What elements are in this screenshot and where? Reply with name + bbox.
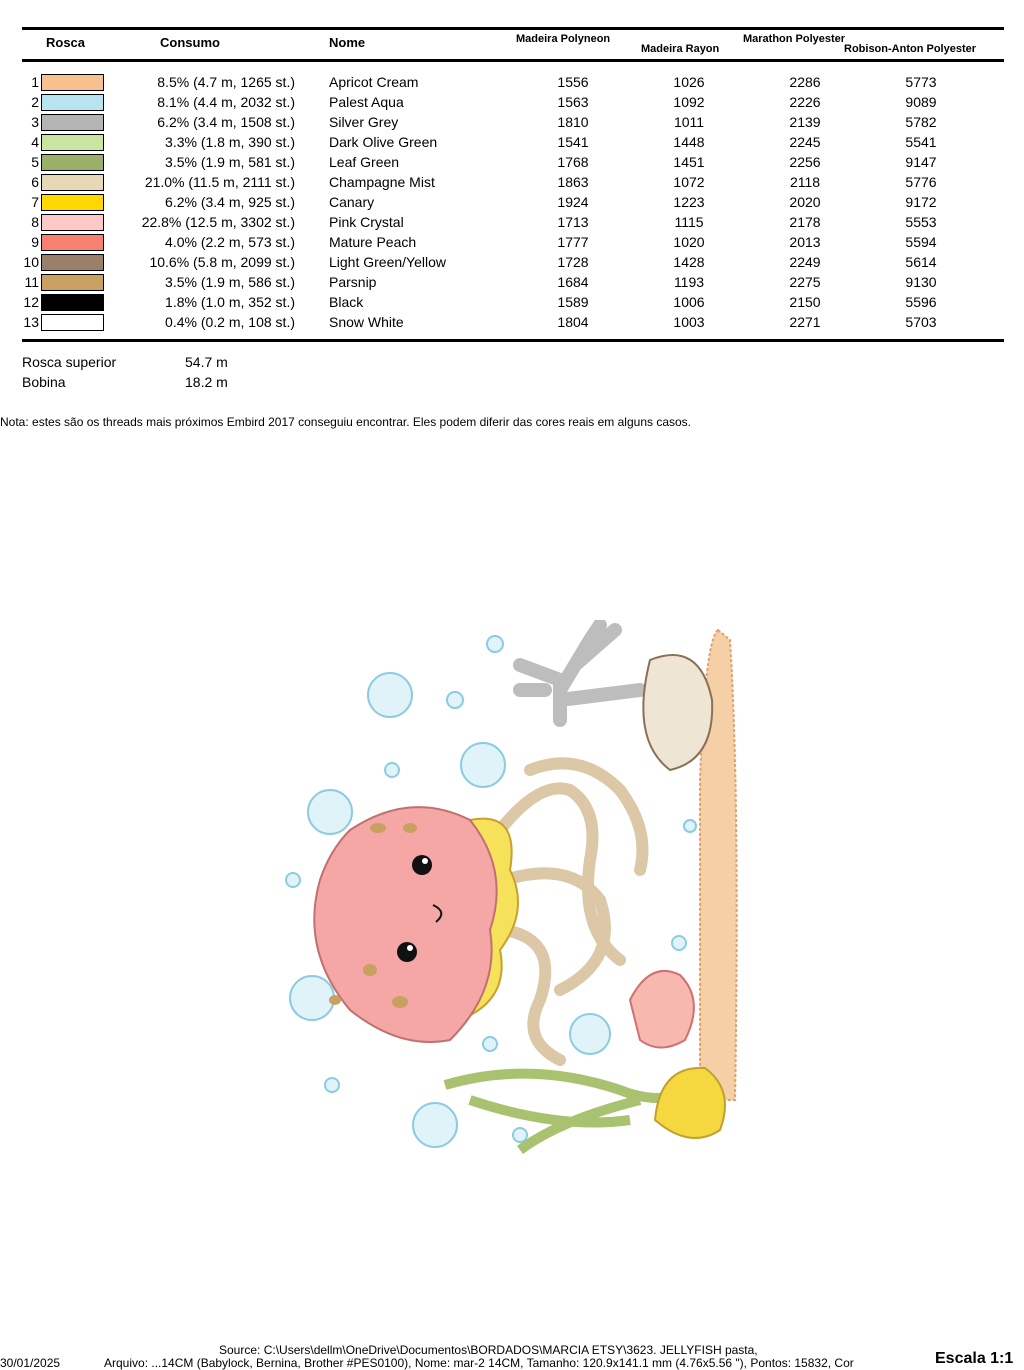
row-marathon: 2256	[789, 154, 821, 170]
row-madeira-polyneon: 1777	[557, 234, 589, 250]
color-swatch	[41, 274, 104, 291]
row-nome: Dark Olive Green	[329, 134, 438, 150]
row-number: 4	[31, 134, 39, 150]
header-rosca: Rosca	[46, 35, 86, 50]
color-swatch	[41, 214, 104, 231]
row-nome: Snow White	[329, 314, 404, 330]
row-robison: 9172	[905, 194, 937, 210]
color-swatch	[41, 254, 104, 271]
row-nome: Parsnip	[329, 274, 377, 290]
header-robison: Robison-Anton Polyester	[844, 43, 977, 55]
row-number: 10	[23, 254, 39, 270]
row-madeira-polyneon: 1804	[557, 314, 589, 330]
row-marathon: 2118	[789, 174, 821, 190]
row-nome: Light Green/Yellow	[329, 254, 447, 270]
row-madeira-rayon: 1011	[673, 114, 705, 130]
header-madeira-rayon: Madeira Rayon	[641, 43, 720, 55]
snail-shell	[655, 1068, 725, 1138]
row-madeira-polyneon: 1563	[557, 94, 589, 110]
row-madeira-polyneon: 1863	[557, 174, 589, 190]
eye	[397, 942, 417, 962]
eye	[412, 855, 432, 875]
rosca-superior-value: 54.7 m	[185, 354, 228, 370]
row-marathon: 2150	[789, 294, 821, 310]
row-robison: 9130	[905, 274, 937, 290]
row-madeira-polyneon: 1556	[557, 74, 589, 90]
row-number: 1	[31, 74, 39, 90]
table-row	[0, 294, 1024, 314]
row-nome: Leaf Green	[329, 154, 400, 170]
table-row	[0, 154, 1024, 174]
row-consumo: 22.8% (12.5 m, 3302 st.)	[141, 214, 295, 230]
row-nome: Champagne Mist	[329, 174, 435, 190]
footer-scale: Escala 1:1	[935, 1350, 1014, 1367]
row-robison: 5541	[905, 134, 937, 150]
row-madeira-rayon: 1092	[673, 94, 705, 110]
row-nome: Canary	[329, 194, 375, 210]
row-robison: 5703	[905, 314, 937, 330]
row-number: 13	[23, 314, 39, 330]
tentacles	[500, 763, 643, 1060]
row-madeira-polyneon: 1684	[557, 274, 589, 290]
color-swatch	[41, 154, 104, 171]
row-marathon: 2249	[789, 254, 821, 270]
row-robison: 5782	[905, 114, 937, 130]
rosca-superior-label: Rosca superior	[22, 354, 117, 370]
row-consumo: 1.8% (1.0 m, 352 st.)	[165, 294, 295, 310]
row-madeira-polyneon: 1541	[557, 134, 589, 150]
row-madeira-polyneon: 1768	[557, 154, 589, 170]
bobina-label: Bobina	[22, 374, 66, 390]
row-nome: Mature Peach	[329, 234, 417, 250]
row-marathon: 2013	[789, 234, 821, 250]
row-marathon: 2275	[789, 274, 821, 290]
header-rule	[22, 59, 1004, 62]
row-consumo: 3.5% (1.9 m, 581 st.)	[165, 154, 295, 170]
row-madeira-polyneon: 1924	[557, 194, 589, 210]
footer-source: Source: C:\Users\dellm\OneDrive\Documentos\BORDADOS\MARCIA ETSY\3623. JELLYFISH pasta,	[219, 1343, 758, 1357]
row-marathon: 2271	[789, 314, 821, 330]
row-number: 6	[31, 174, 39, 190]
header-nome: Nome	[329, 35, 366, 50]
row-number: 3	[31, 114, 39, 130]
row-robison: 9147	[905, 154, 937, 170]
row-madeira-rayon: 1448	[673, 134, 705, 150]
row-nome: Black	[329, 294, 364, 310]
table-row	[0, 254, 1024, 274]
table-row	[0, 174, 1024, 194]
row-consumo: 6.2% (3.4 m, 925 st.)	[165, 194, 295, 210]
row-madeira-polyneon: 1810	[557, 114, 589, 130]
row-consumo: 6.2% (3.4 m, 1508 st.)	[157, 114, 295, 130]
row-robison: 5594	[905, 234, 937, 250]
color-swatch	[41, 114, 104, 131]
table-row	[0, 274, 1024, 294]
row-madeira-rayon: 1193	[673, 274, 705, 290]
row-madeira-polyneon: 1589	[557, 294, 589, 310]
row-madeira-rayon: 1026	[673, 74, 705, 90]
row-madeira-rayon: 1003	[673, 314, 705, 330]
row-madeira-rayon: 1072	[673, 174, 705, 190]
row-madeira-polyneon: 1713	[557, 214, 589, 230]
bobina-value: 18.2 m	[185, 374, 228, 390]
note: Nota: estes são os threads mais próximos Embird 2017 conseguiu encontrar. Eles podem diferir das cores reais em alguns casos.	[0, 415, 692, 429]
row-number: 5	[31, 154, 39, 170]
row-robison: 5596	[905, 294, 937, 310]
table-row	[0, 74, 1024, 94]
table-row	[0, 94, 1024, 114]
table-row	[0, 114, 1024, 134]
color-swatch	[41, 314, 104, 331]
row-number: 8	[31, 214, 39, 230]
row-consumo: 10.6% (5.8 m, 2099 st.)	[149, 254, 295, 270]
row-madeira-rayon: 1115	[674, 214, 704, 230]
table-bottom-rule	[22, 339, 1004, 342]
row-madeira-rayon: 1006	[673, 294, 705, 310]
row-number: 7	[31, 194, 39, 210]
row-madeira-rayon: 1451	[673, 154, 705, 170]
row-marathon: 2139	[789, 114, 821, 130]
row-nome: Palest Aqua	[329, 94, 404, 110]
table-row	[0, 314, 1024, 334]
header-marathon: Marathon Polyester	[743, 33, 846, 45]
row-robison: 5614	[905, 254, 937, 270]
row-robison: 5553	[905, 214, 937, 230]
color-swatch	[41, 234, 104, 251]
row-robison: 5776	[905, 174, 937, 190]
row-marathon: 2286	[789, 74, 821, 90]
row-marathon: 2020	[789, 194, 821, 210]
footer-date: 30/01/2025	[0, 1356, 61, 1370]
color-swatch	[41, 294, 104, 311]
row-consumo: 8.5% (4.7 m, 1265 st.)	[157, 74, 295, 90]
color-swatch	[41, 174, 104, 191]
color-swatch	[41, 134, 104, 151]
row-consumo: 3.3% (1.8 m, 390 st.)	[165, 134, 295, 150]
table-row	[0, 214, 1024, 234]
row-madeira-rayon: 1223	[673, 194, 705, 210]
coral	[520, 625, 640, 720]
row-number: 11	[24, 274, 39, 290]
row-consumo: 3.5% (1.9 m, 586 st.)	[165, 274, 295, 290]
color-swatch	[41, 74, 104, 91]
row-nome: Pink Crystal	[329, 214, 404, 230]
row-nome: Silver Grey	[329, 114, 399, 130]
row-consumo: 4.0% (2.2 m, 573 st.)	[165, 234, 295, 250]
row-marathon: 2226	[789, 94, 821, 110]
jellyfish-body	[314, 807, 496, 1042]
row-number: 12	[23, 294, 39, 310]
row-madeira-rayon: 1428	[673, 254, 705, 270]
row-consumo: 8.1% (4.4 m, 2032 st.)	[157, 94, 295, 110]
row-madeira-rayon: 1020	[673, 234, 705, 250]
table-row	[0, 234, 1024, 254]
row-robison: 9089	[905, 94, 937, 110]
row-madeira-polyneon: 1728	[557, 254, 589, 270]
row-consumo: 0.4% (0.2 m, 108 st.)	[165, 314, 295, 330]
row-marathon: 2178	[789, 214, 821, 230]
row-number: 2	[31, 94, 39, 110]
color-swatch	[41, 94, 104, 111]
footer-arquivo: Arquivo: ...14CM (Babylock, Bernina, Brother #PES0100), Nome: mar-2 14CM, Tamanho: 120.9x141.1 mm (4.76x5.56 "), Pontos: 15832, Cor	[104, 1356, 854, 1370]
scallop-shell	[630, 971, 694, 1048]
header-consumo: Consumo	[160, 35, 220, 50]
header-madeira-polyneon: Madeira Polyneon	[516, 33, 611, 45]
embroidery-preview	[280, 620, 760, 1160]
row-nome: Apricot Cream	[329, 74, 419, 90]
table-row	[0, 134, 1024, 154]
table-row	[0, 194, 1024, 214]
row-consumo: 21.0% (11.5 m, 2111 st.)	[144, 174, 295, 190]
table-top-rule	[22, 27, 1004, 30]
row-robison: 5773	[905, 74, 937, 90]
row-number: 9	[31, 234, 39, 250]
row-marathon: 2245	[789, 134, 821, 150]
color-swatch	[41, 194, 104, 211]
